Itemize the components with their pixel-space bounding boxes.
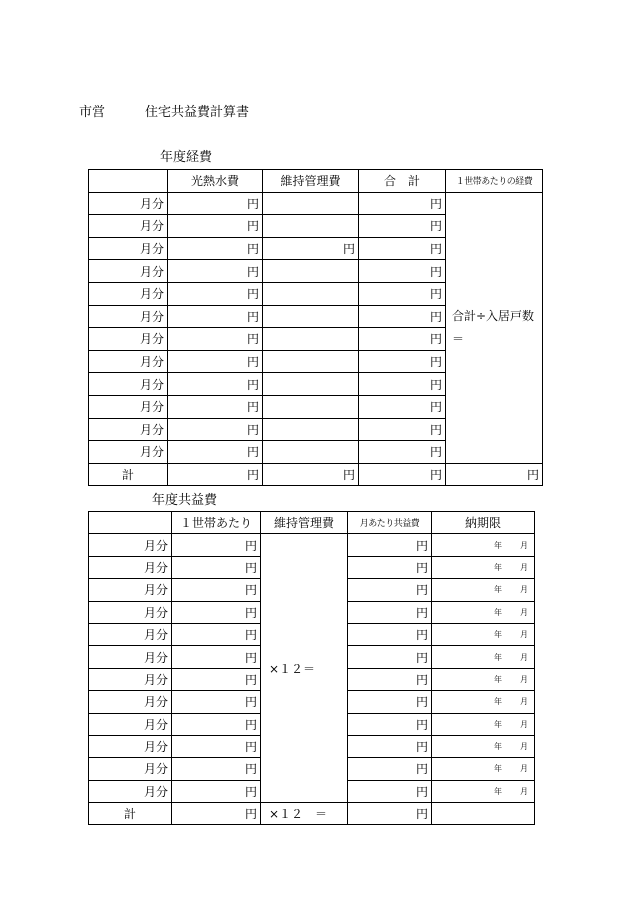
monthly-fee-cell: 円 <box>348 713 432 735</box>
column-header-monthly-fee: 月あたり共益費 <box>348 512 432 534</box>
month-label: 月分 <box>89 328 168 351</box>
table-row <box>89 534 535 556</box>
monthly-fee-total: 円 <box>348 803 432 825</box>
year-label: 年 <box>494 786 502 796</box>
column-header-due-date: 納期限 <box>432 512 535 534</box>
month-unit-label: 月 <box>520 764 528 774</box>
due-date-total <box>432 803 535 825</box>
per-household-cell: 円 <box>172 646 261 668</box>
per-household-cell: 円 <box>172 735 261 757</box>
maintenance-cell <box>263 350 359 373</box>
due-date-cell <box>432 713 535 735</box>
maintenance-cell <box>263 215 359 238</box>
utility-cell: 円 <box>168 418 263 441</box>
utility-cell: 円 <box>168 192 263 215</box>
maintenance-total: 円 <box>263 463 359 486</box>
monthly-fee-cell: 円 <box>348 534 432 556</box>
monthly-fee-cell: 円 <box>348 556 432 578</box>
column-header <box>89 512 172 534</box>
table-header-row <box>89 170 543 193</box>
month-label: 月分 <box>89 441 168 464</box>
total-cell: 円 <box>359 215 446 238</box>
total-cell: 円 <box>359 441 446 464</box>
utility-cell: 円 <box>168 350 263 373</box>
total-row <box>89 463 543 486</box>
month-label: 月分 <box>89 192 168 215</box>
monthly-fee-cell: 円 <box>348 735 432 757</box>
month-label: 月分 <box>89 395 168 418</box>
multiplier-cell: ×１２＝ <box>261 534 348 803</box>
month-unit-label: 月 <box>520 742 528 752</box>
month-label: 月分 <box>89 350 168 373</box>
maintenance-cell <box>263 328 359 351</box>
month-label: 月分 <box>89 713 172 735</box>
per-household-cell: 円 <box>172 691 261 713</box>
utility-cell: 円 <box>168 395 263 418</box>
maintenance-cell <box>263 418 359 441</box>
total-cell: 円 <box>359 350 446 373</box>
per-household-cell: 円 <box>172 579 261 601</box>
due-date-cell <box>432 556 535 578</box>
due-date-cell <box>432 780 535 802</box>
month-label: 月分 <box>89 556 172 578</box>
total-cell: 円 <box>359 373 446 396</box>
table-header-row <box>89 512 535 534</box>
total-cell: 円 <box>359 418 446 441</box>
monthly-fee-cell: 円 <box>348 668 432 690</box>
year-label: 年 <box>494 697 502 707</box>
due-date-cell <box>432 534 535 556</box>
year-label: 年 <box>494 674 502 684</box>
per-household-cell: 円 <box>172 534 261 556</box>
month-label: 月分 <box>89 305 168 328</box>
column-header-maintenance: 維持管理費 <box>263 170 359 193</box>
utility-cell: 円 <box>168 328 263 351</box>
monthly-fee-cell: 円 <box>348 579 432 601</box>
due-date-cell <box>432 601 535 623</box>
year-label: 年 <box>494 540 502 550</box>
month-unit-label: 月 <box>520 585 528 595</box>
month-unit-label: 月 <box>520 786 528 796</box>
maintenance-cell <box>263 282 359 305</box>
total-cell: 円 <box>359 282 446 305</box>
year-label: 年 <box>494 764 502 774</box>
formula-text: 合計÷入居戸数＝ <box>452 308 535 346</box>
utility-total: 円 <box>168 463 263 486</box>
city-label: 市営 <box>79 105 106 120</box>
maintenance-cell <box>263 192 359 215</box>
column-header <box>89 170 168 193</box>
month-label: 月分 <box>89 418 168 441</box>
annual-expenses-heading: 年度経費 <box>160 150 213 165</box>
utility-cell: 円 <box>168 260 263 283</box>
per-household-total: 円 <box>446 463 543 486</box>
month-label: 月分 <box>89 215 168 238</box>
per-household-cell: 円 <box>172 780 261 802</box>
maintenance-cell <box>263 441 359 464</box>
annual-common-fee-heading: 年度共益費 <box>152 493 218 508</box>
month-label: 月分 <box>89 534 172 556</box>
maintenance-cell: 円 <box>263 237 359 260</box>
total-label: 計 <box>89 463 168 486</box>
year-label: 年 <box>494 742 502 752</box>
document-title: 住宅共益費計算書 <box>145 105 250 120</box>
total-cell: 円 <box>359 328 446 351</box>
month-unit-label: 月 <box>520 540 528 550</box>
column-header-utility: 光熱水費 <box>168 170 263 193</box>
per-household-cell: 円 <box>172 601 261 623</box>
month-unit-label: 月 <box>520 607 528 617</box>
month-unit-label: 月 <box>520 697 528 707</box>
column-header-maintenance: 維持管理費 <box>261 512 348 534</box>
per-household-formula <box>446 192 543 463</box>
year-label: 年 <box>494 562 502 572</box>
utility-cell: 円 <box>168 215 263 238</box>
month-label: 月分 <box>89 623 172 645</box>
month-label: 月分 <box>89 646 172 668</box>
per-household-cell: 円 <box>172 713 261 735</box>
maintenance-cell <box>263 305 359 328</box>
total-cell: 円 <box>359 260 446 283</box>
month-label: 月分 <box>89 373 168 396</box>
per-household-cell: 円 <box>172 758 261 780</box>
month-label: 月分 <box>89 260 168 283</box>
utility-cell: 円 <box>168 305 263 328</box>
per-household-cell: 円 <box>172 556 261 578</box>
month-label: 月分 <box>89 282 168 305</box>
utility-cell: 円 <box>168 373 263 396</box>
total-label: 計 <box>89 803 172 825</box>
total-cell: 円 <box>359 305 446 328</box>
month-label: 月分 <box>89 735 172 757</box>
per-household-cell: 円 <box>172 668 261 690</box>
month-unit-label: 月 <box>520 652 528 662</box>
due-date-cell <box>432 691 535 713</box>
month-unit-label: 月 <box>520 674 528 684</box>
due-date-cell <box>432 758 535 780</box>
total-cell: 円 <box>359 192 446 215</box>
month-label: 月分 <box>89 780 172 802</box>
maintenance-cell <box>263 395 359 418</box>
monthly-fee-cell: 円 <box>348 758 432 780</box>
per-household-cell: 円 <box>172 623 261 645</box>
maintenance-cell <box>263 260 359 283</box>
month-unit-label: 月 <box>520 719 528 729</box>
due-date-cell <box>432 668 535 690</box>
due-date-cell <box>432 646 535 668</box>
annual-common-fee-table <box>88 511 535 825</box>
total-cell: 円 <box>359 237 446 260</box>
month-unit-label: 月 <box>520 562 528 572</box>
month-label: 月分 <box>89 237 168 260</box>
annual-expenses-table <box>88 169 543 486</box>
monthly-fee-cell: 円 <box>348 780 432 802</box>
per-household-total: 円 <box>172 803 261 825</box>
utility-cell: 円 <box>168 282 263 305</box>
month-label: 月分 <box>89 691 172 713</box>
month-label: 月分 <box>89 601 172 623</box>
table-row <box>89 192 543 215</box>
maintenance-cell <box>263 373 359 396</box>
month-unit-label: 月 <box>520 630 528 640</box>
utility-cell: 円 <box>168 237 263 260</box>
monthly-fee-cell: 円 <box>348 691 432 713</box>
year-label: 年 <box>494 607 502 617</box>
total-multiplier: ×１２ ＝ <box>261 803 348 825</box>
utility-cell: 円 <box>168 441 263 464</box>
month-label: 月分 <box>89 758 172 780</box>
due-date-cell <box>432 579 535 601</box>
total-cell: 円 <box>359 395 446 418</box>
year-label: 年 <box>494 630 502 640</box>
column-header-per-household: １世帯あたりの経費 <box>446 170 543 193</box>
total-row <box>89 803 535 825</box>
year-label: 年 <box>494 585 502 595</box>
month-label: 月分 <box>89 668 172 690</box>
due-date-cell <box>432 735 535 757</box>
monthly-fee-cell: 円 <box>348 646 432 668</box>
monthly-fee-cell: 円 <box>348 601 432 623</box>
year-label: 年 <box>494 719 502 729</box>
monthly-fee-cell: 円 <box>348 623 432 645</box>
grand-total: 円 <box>359 463 446 486</box>
month-label: 月分 <box>89 579 172 601</box>
column-header-total: 合 計 <box>359 170 446 193</box>
year-label: 年 <box>494 652 502 662</box>
due-date-cell <box>432 623 535 645</box>
column-header-per-household: １世帯あたり <box>172 512 261 534</box>
